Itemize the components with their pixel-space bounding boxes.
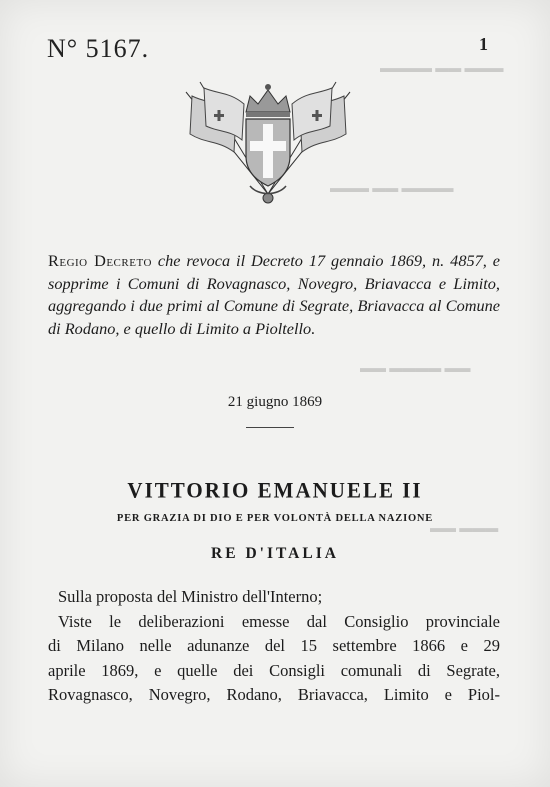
decree-date: 21 giugno 1869 (227, 394, 323, 410)
decree-title (48, 250, 500, 340)
body-line: di Milano nelle adunanze del 15 settembre 1866 e 29 (48, 636, 500, 655)
bleed-through: ▬▬▬ ▬▬ ▬▬▬▬ (380, 60, 504, 75)
body-line: Viste le deliberazioni emesse dal Consiglio provinciale (58, 611, 500, 631)
decree-number: N° 5167. (47, 34, 150, 63)
bleed-through: ▬▬▬ ▬▬ (430, 520, 499, 535)
decree-title-text: che revoca il Decreto 17 gennaio 1869, n. 4857, e sopprime i Comuni di Rovagnasco, Novegro, Briavacca e Limito, aggregando i due primi al Comune di Segrate, Briavacca al Comune di Rodano, e quello di Limito a Pioltello. (48, 251, 500, 338)
bleed-through: ▬▬▬▬ ▬▬ ▬▬▬ (330, 180, 454, 195)
body-line: Rovagnasco, Novegro, Rodano, Briavacca, Limito e Piol- (48, 685, 500, 704)
savoy-coat-of-arms-icon (178, 74, 358, 224)
decree-title-lead: Regio Decreto (48, 251, 152, 270)
royal-title: RE D'ITALIA (211, 545, 339, 562)
divider (246, 427, 294, 428)
body-line: Sulla proposta del Ministro dell'Interno; (58, 587, 323, 606)
bleed-through: ▬▬ ▬▬▬▬ ▬▬ (360, 360, 471, 375)
body-line: aprile 1869, e quelle dei Consigli comunali di Segrate, (48, 660, 500, 680)
grace-formula: PER GRAZIA DI DIO E PER VOLONTÀ DELLA NAZIONE (116, 513, 434, 524)
page-number: 1 (479, 34, 488, 54)
king-name: VITTORIO EMANUELE II (127, 477, 423, 503)
decree-body (48, 585, 500, 708)
